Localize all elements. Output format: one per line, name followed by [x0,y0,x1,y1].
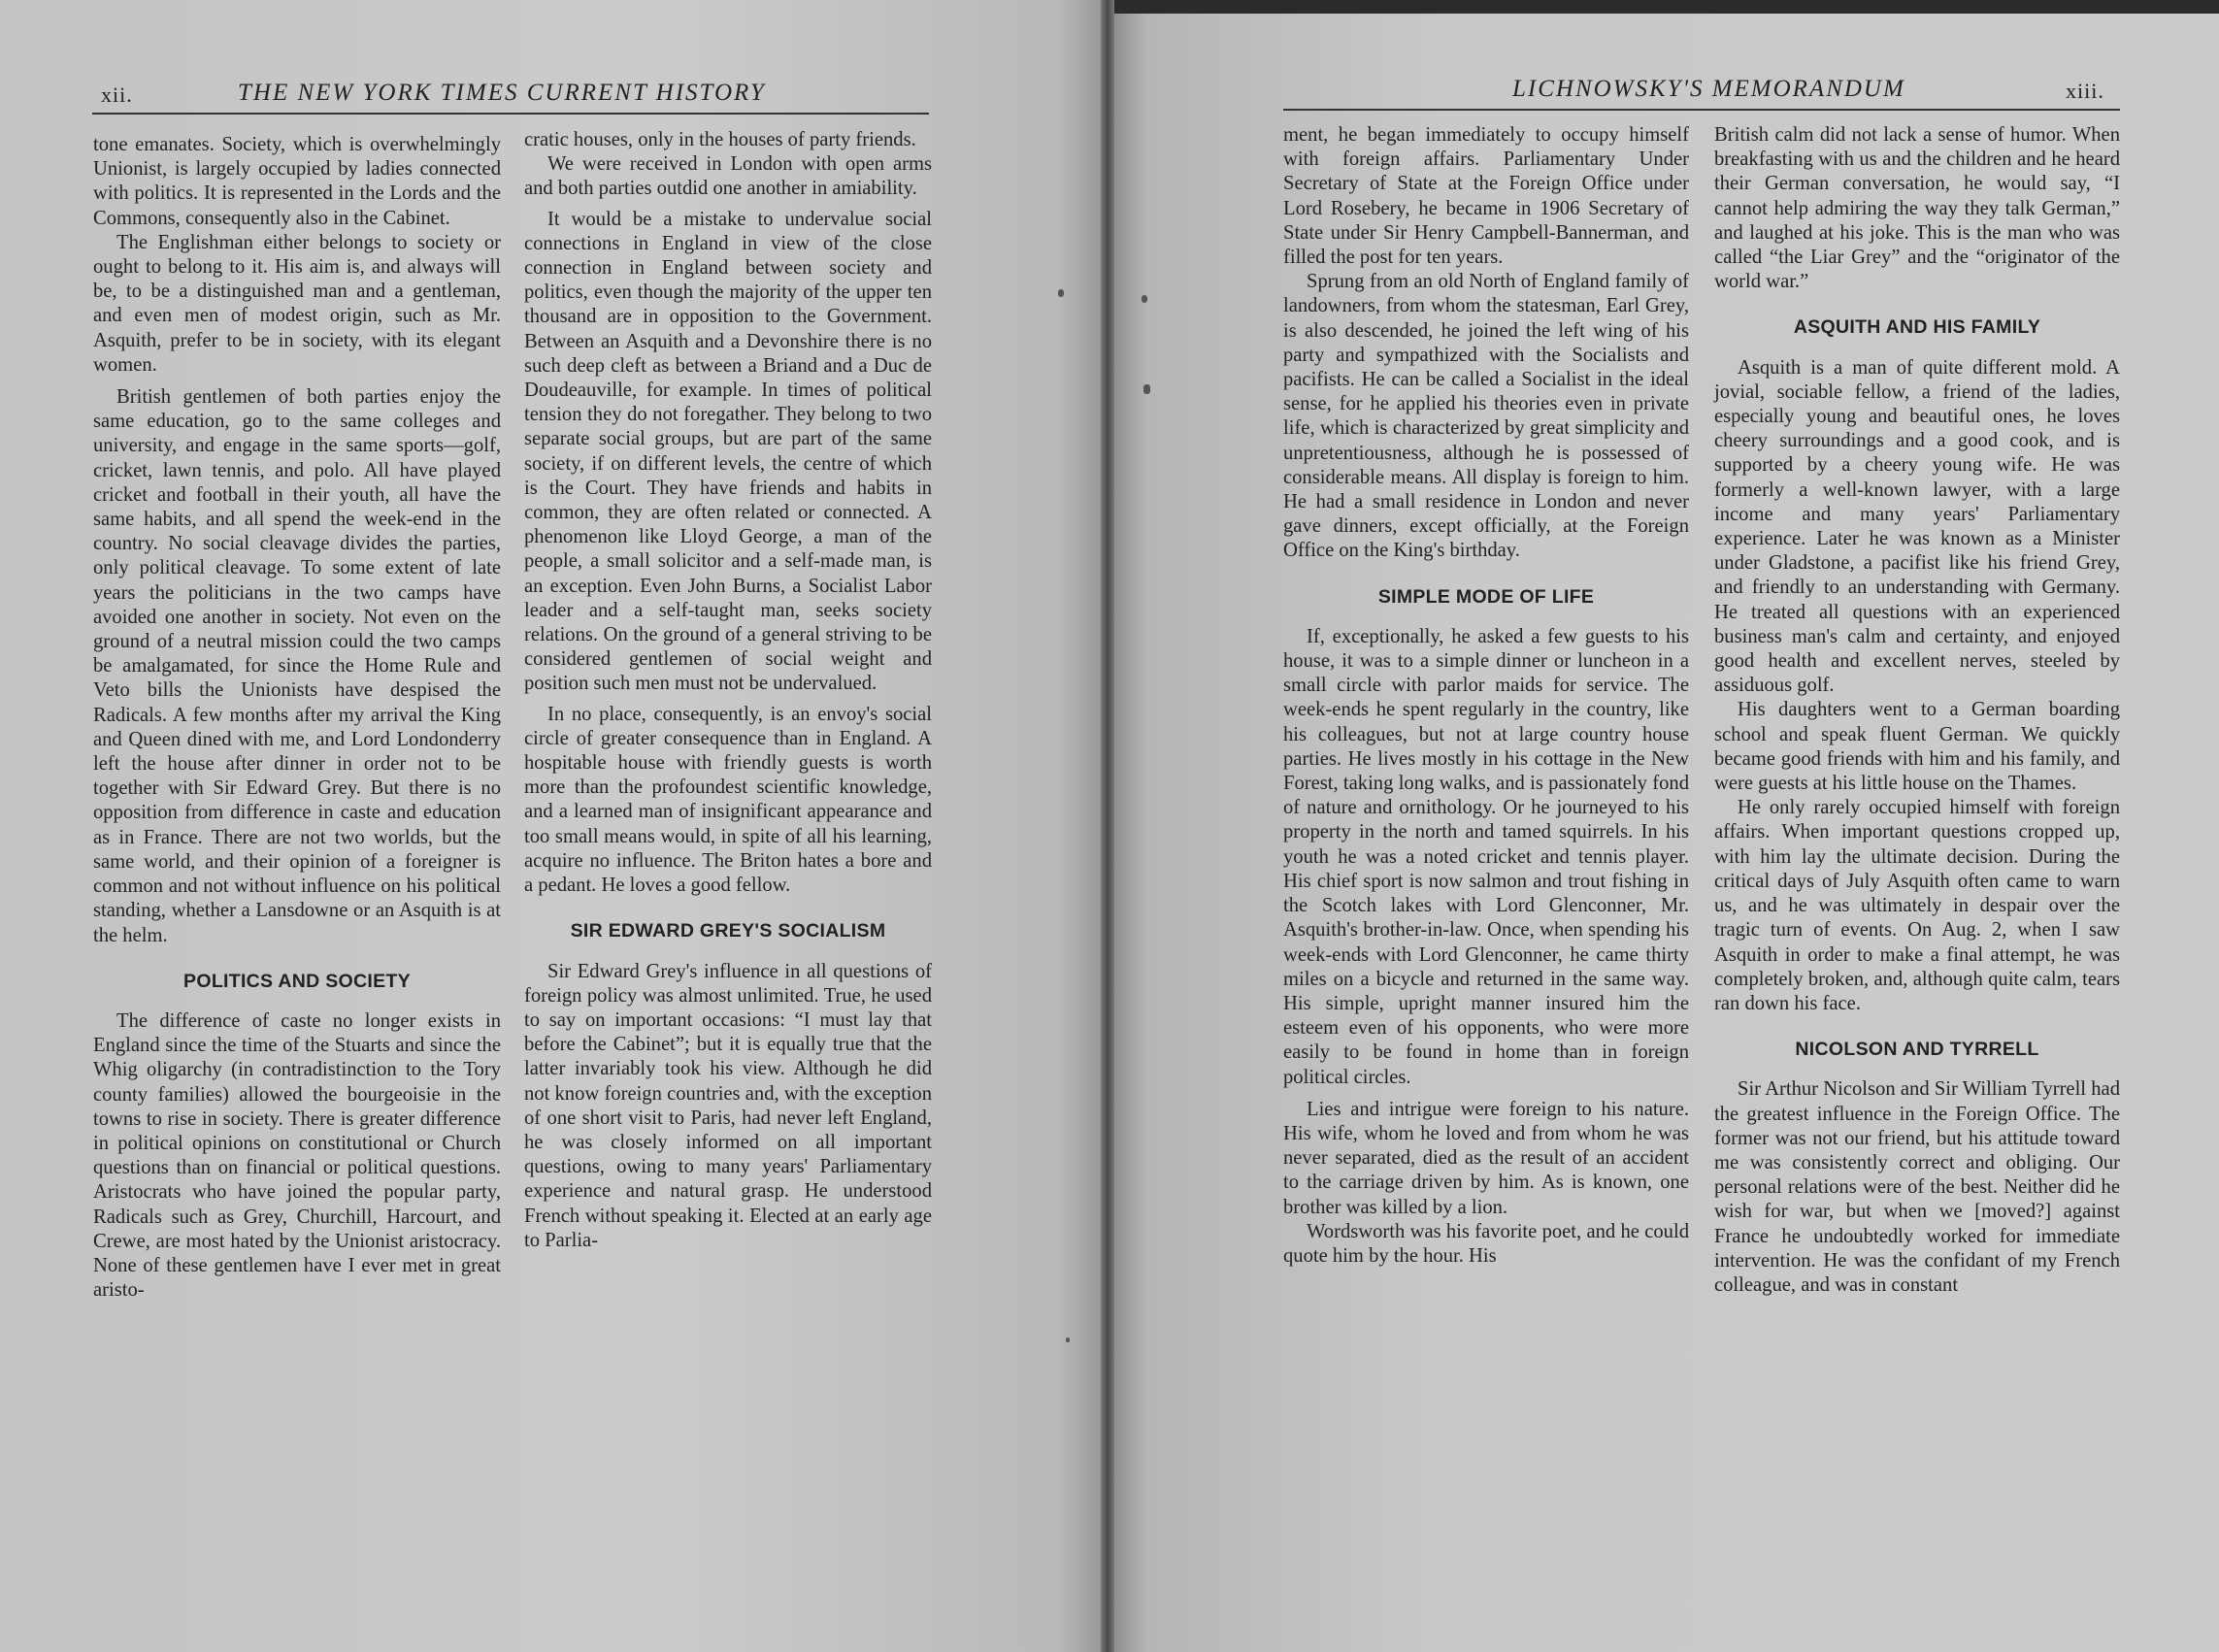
section-heading: SIR EDWARD GREY'S SOCIALISM [570,920,886,942]
section-heading: POLITICS AND SOCIETY [183,970,411,992]
paragraph: British calm did not lack a sense of humor. When breakfasting with us and the children and he heard their German conversation, he would say, “I cannot help admiring the way they talk German,” and laughed at his joke. This is the man who was called “the Liar Grey” and the “originator of the world war.” [1714,124,2120,293]
paragraph: Sir Edward Grey's influence in all questions of foreign policy was almost unlimited. True, he used to say on important occasions: “I must lay that before the Cabinet”; but it is equally true that the latter invariably took his view. Although he did not know foreign countries and, with the exception of one short visit to Paris, had never left England, he was closely informed on all important questions, owing to many years' Parliamentary experience and natural grasp. He understood French without speaking it. Elected at an early age to Parlia- [524,960,932,1251]
print-speck [1066,1338,1070,1342]
left-running-title: THE NEW YORK TIMES CURRENT HISTORY [238,80,766,106]
left-column-2 [524,128,932,1253]
right-folio: xiii. [2066,79,2104,103]
print-speck [1058,289,1064,297]
paragraph: We were received in London with open arms and both parties outdid one another in amiability. [524,153,932,200]
right-running-title: LICHNOWSKY'S MEMORANDUM [1512,76,1905,102]
paragraph: ment, he began immediately to occupy himself with foreign affairs. Parliamentary Under Secretary of State at the Foreign Office under Lord Rosebery, he became in 1906 Secretary of State under Sir Henry Campbell-Bannerman, and filled the post for ten years. [1283,124,1689,269]
paragraph: He only rarely occupied himself with foreign affairs. When important questions cropped up, with him lay the ultimate decision. During the critical days of July Asquith often came to warn us, and he was ultimately in despair over the tragic turn of events. On Aug. 2, when I saw Asquith in order to make a final attempt, he was completely broken, and, although quite calm, tears ran down his face. [1714,797,2120,1014]
print-speck [1143,384,1150,394]
paragraph: The Englishman either belongs to society or ought to belong to it. His aim is, and always will be, to be a distinguished man and a gentleman, and even men of modest origin, such as Mr. Asquith, prefer to be in society, with its elegant women. [93,231,501,376]
left-head-rule [92,113,929,115]
right-column-2 [1714,123,2120,1298]
section-heading: SIMPLE MODE OF LIFE [1377,585,1595,608]
paragraph: Sir Arthur Nicolson and Sir William Tyrrell had the greatest influence in the Foreign Office. The former was not our friend, but his attitude toward me was consistently correct and obliging. Our personal relations were of the best. Neither did he wish for war, but when we [moved?] against France he undoubtedly worked for immediate intervention. He was the confidant of my French colleague, and was in constant [1714,1078,2120,1296]
paragraph: Wordsworth was his favorite poet, and he could quote him by the hour. His [1283,1220,1689,1267]
paragraph: His daughters went to a German boarding school and speak fluent German. We quickly became good friends with him and his family, and were guests at his little house on the Thames. [1714,699,2120,795]
section-heading: ASQUITH AND HIS FAMILY [1793,316,2041,339]
paragraph: It would be a mistake to undervalue social connections in England in view of the close connection in England between society and politics, even though the majority of the upper ten thousand are in opposition to the Government. Between an Asquith and a Devonshire there is no such deep cleft as between a Briand and a Duc de Doudeauville, for example. In times of political tension they do not foregather. They belong to two separate social groups, but are part of the same society, if on different levels, the centre of which is the Court. They have friends and habits in common, they are often related or connected. A phenomenon like Lloyd George, a man of the people, a small solicitor and a self-made man, is an exception. Even John Burns, a Socialist Labor leader and a self-taught man, seeks society relations. On the ground of a general striving to be considered gentlemen of social weight and position such men must not be undervalued. [524,208,932,695]
left-folio: xii. [101,83,133,107]
left-column-1 [93,133,501,1303]
left-page [0,0,1101,1652]
print-speck [1142,295,1147,303]
paragraph: British gentlemen of both parties enjoy the same education, go to the same colleges and university, and engage in the same sports—golf, cricket, lawn tennis, and polo. All have played cricket and football in their youth, all have the same habits, and all spend the week-end in the country. No social cleavage divides the parties, only political cleavage. To some extent of late years the politicians in the two camps have avoided one another in society. Not even on the ground of a neutral mission could the two camps be amalgamated, for since the Home Rule and Veto bills the Unionists have despised the Radicals. A few months after my arrival the King and Queen dined with me, and Lord Londonderry left the house after dinner in order not to be together with Sir Edward Grey. But there is no opposition from difference in caste and education as in France. There are not two worlds, but the same world, and their opinion of a foreigner is common and not without influence on his political standing, whether a Lansdowne or an Asquith is at the helm. [93,386,501,946]
right-page [1114,14,2219,1652]
paragraph: In no place, consequently, is an envoy's social circle of greater consequence than in England. A hospitable house with friendly guests is worth more than the profoundest scientific knowledge, and a learned man of insignificant appearance and too small means would, in spite of all his learning, acquire no influence. The Briton hates a bore and a pedant. He loves a good fellow. [524,703,932,897]
paragraph: Asquith is a man of quite different mold. A jovial, sociable fellow, a friend of the ladies, especially young and beautiful ones, he loves cheery surroundings and a good cook, and is supported by a cheery young wife. He was formerly a well-known lawyer, with a large income and many years' Parliamentary experience. Later he was known as a Minister under Gladstone, a pacifist like his friend Grey, and friendly to an understanding with Germany. He treated all questions with an experienced business man's calm and certainty, and enjoyed good health and excellent nerves, steeled by assiduous golf. [1714,356,2120,697]
section-heading: NICOLSON AND TYRRELL [1795,1039,2039,1061]
paragraph: The difference of caste no longer exists in England since the time of the Stuarts and since the Whig oligarchy (in contradistinction to the Tory county families) allowed the bourgeoisie in the towns to rise in society. There is greater difference in political opinions on constitutional or Church questions than on financial or political questions. Aristocrats who have joined the popular party, Radicals such as Grey, Churchill, Harcourt, and Crewe, are most hated by the Unionist aristocracy. None of these gentlemen have I ever met in great aristo- [93,1009,501,1302]
paragraph: Sprung from an old North of England family of landowners, from whom the statesman, Earl Grey, is also descended, he joined the left wing of his party and sympathized with the Socialists and pacifists. He can be called a Socialist in the ideal sense, for he applied his theories even in private life, which is characterized by great simplicity and unpretentiousness, although he is possessed of considerable means. All display is foreign to him. He had a small residence in London and never gave dinners, except officially, at the Foreign Office on the King's birthday. [1283,271,1689,562]
paragraph: Lies and intrigue were foreign to his nature. His wife, whom he loved and from whom he was never separated, died as the result of an accident to the carriage driven by him. As is known, one brother was killed by a lion. [1283,1098,1689,1218]
paragraph: If, exceptionally, he asked a few guests to his house, it was to a simple dinner or luncheon in a small circle with parlor maids for service. The week-ends he spent regularly in the country, like his colleagues, but not at large country house parties. He lives mostly in his cottage in the New Forest, taking long walks, and is passionately fond of nature and ornithology. Or he journeyed to his property in the north and tamed squirrels. In his youth he was a noted cricket and tennis player. His chief sport is now salmon and trout fishing in the Scotch lakes with Lord Glenconner, Mr. Asquith's brother-in-law. Once, when spending his week-ends with Lord Glenconner, he came thirty miles on a bicycle and returned in the same way. His simple, upright manner insured him the esteem even of his opponents, who were more easily to be found in home than in foreign political circles. [1283,625,1689,1088]
book-gutter [1101,0,1114,1652]
right-column-1 [1283,123,1689,1269]
paragraph: tone emanates. Society, which is overwhelmingly Unionist, is largely occupied by ladies connected with politics. It is represented in the Lords and the Commons, consequently also in the Cabinet. [93,134,501,229]
paragraph: cratic houses, only in the houses of party friends. [524,129,916,150]
right-head-rule [1283,109,2120,111]
